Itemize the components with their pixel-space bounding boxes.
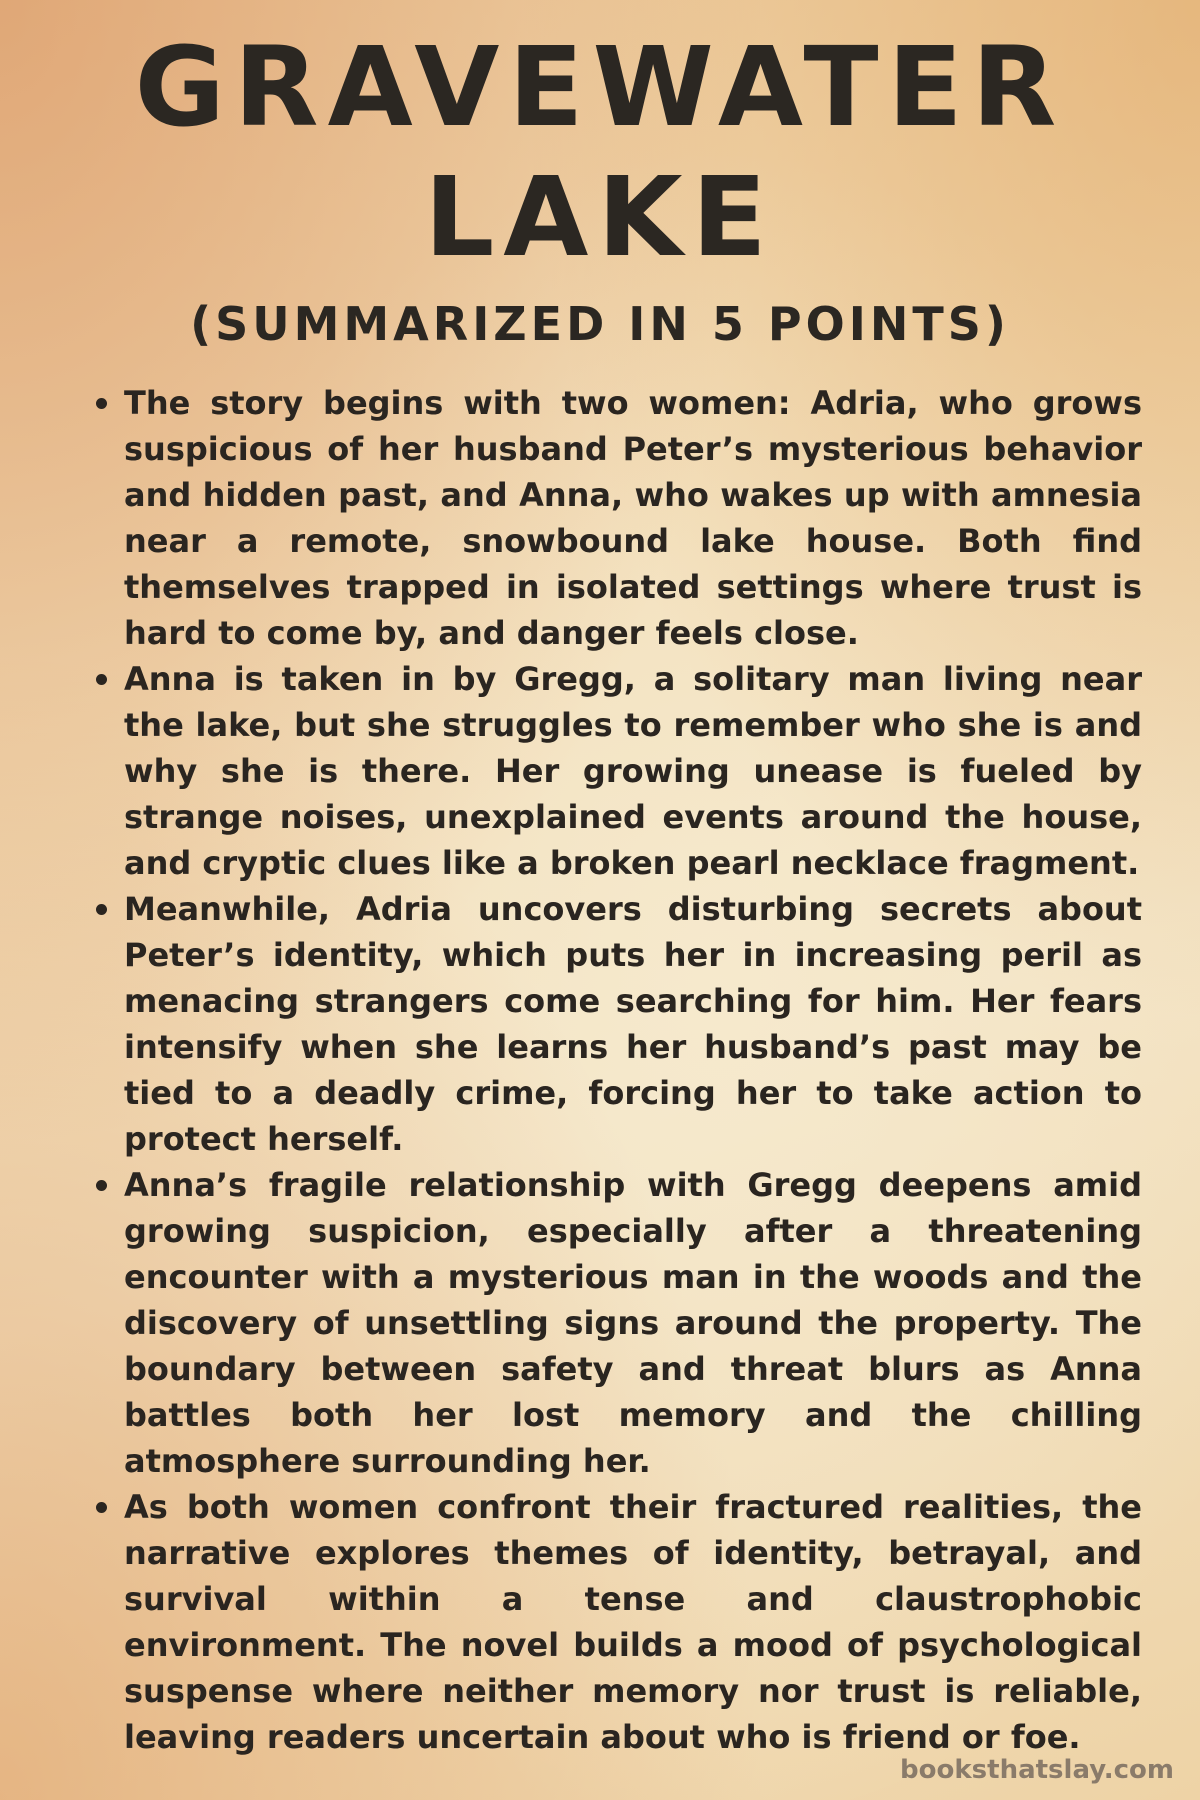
summary-point-1 (124, 380, 1142, 656)
summary-point-2 (124, 656, 1142, 886)
summary-point-5 (124, 1484, 1142, 1760)
bullet-dot-icon (96, 1502, 107, 1513)
summary-point-4 (124, 1162, 1142, 1484)
bullet-dot-icon (96, 904, 107, 915)
summary-point-3 (124, 886, 1142, 1162)
bullet-dot-icon (96, 1180, 107, 1191)
summary-point-text: Meanwhile, Adria uncovers disturbing secrets about Peter’s identity, which puts her in increasing peril as menacing strangers come searching for him. Her fears intensify when she learns her husband’s past may be tied to a deadly crime, forcing her to take action to protect herself. (124, 890, 1142, 1158)
website-credit: booksthatslay.com (900, 1755, 1174, 1785)
book-title-line-1: GRAVEWATER (134, 23, 1066, 151)
book-title-line-2: LAKE (424, 153, 776, 281)
bullet-dot-icon (96, 398, 107, 409)
summary-point-text: The story begins with two women: Adria, who grows suspicious of her husband Peter’s mysterious behavior and hidden past, and Anna, who wakes up with amnesia near a remote, snowbound lake house. Both find themselves trapped in isolated settings where trust is hard to come by, and danger feels close. (124, 384, 1142, 652)
bullet-dot-icon (96, 674, 107, 685)
summary-point-text: Anna is taken in by Gregg, a solitary man living near the lake, but she struggles to remember who she is and why she is there. Her growing unease is fueled by strange noises, unexplained events around the house, and cryptic clues like a broken pearl necklace fragment. (124, 660, 1142, 882)
summary-point-text: As both women confront their fractured realities, the narrative explores themes of identity, betrayal, and survival within a tense and claustrophobic environment. The novel builds a mood of psychological suspense where neither memory nor trust is reliable, leaving readers uncertain about who is friend or foe. (124, 1488, 1142, 1756)
subtitle: (SUMMARIZED IN 5 POINTS) (190, 297, 1010, 351)
summary-points-list (124, 380, 1142, 1760)
summary-point-text: Anna’s fragile relationship with Gregg deepens amid growing suspicion, especially after a threatening encounter with a mysterious man in the woods and the discovery of unsettling signs around the property. The boundary between safety and threat blurs as Anna battles both her lost memory and the chilling atmosphere surrounding her. (124, 1166, 1142, 1480)
